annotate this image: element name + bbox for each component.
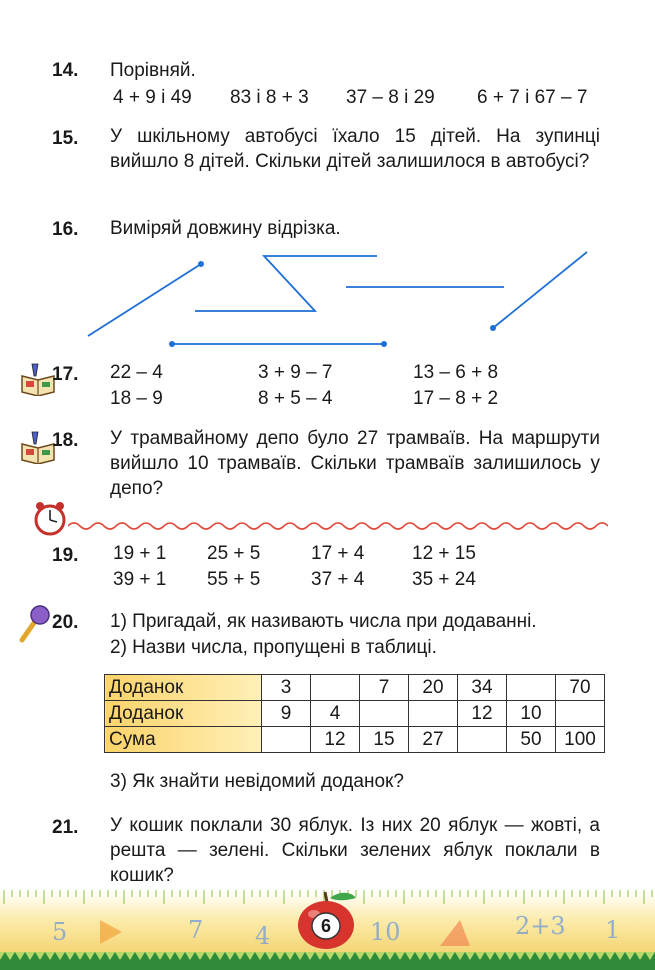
table-cell: 100	[556, 727, 605, 753]
task-19-expr: 17 + 4	[311, 543, 365, 564]
table-cell	[458, 727, 507, 753]
deco-digit: 1	[605, 916, 621, 944]
task-14-item: 83 і 8 + 3	[230, 87, 309, 108]
table-cell: 9	[262, 701, 311, 727]
deco-digit: 2+3	[515, 912, 566, 940]
task-16-number: 16.	[52, 219, 79, 240]
task-15-text: У шкільному автобусі їхало 15 дітей. На зупинці вийшло 8 дітей. Скільки дітей залишилося в автобусі?	[110, 126, 600, 172]
table-cell	[507, 675, 556, 701]
table-cell	[409, 701, 458, 727]
task-18-text: У трамвайному депо було 27 трамваїв. На маршрути вийшло 10 трамваїв. Скільки трамваїв залишилось у депо?	[110, 428, 600, 499]
deco-digit: 10	[370, 918, 401, 946]
task-17-expr: 22 – 4	[110, 362, 163, 383]
task-19-expr: 39 + 1	[113, 569, 167, 590]
deco-digit: 4	[255, 922, 271, 950]
task-14-item: 4 + 9 і 49	[113, 87, 192, 108]
task-17-expr: 8 + 5 – 4	[258, 388, 333, 409]
table-cell	[311, 675, 360, 701]
segment	[493, 252, 587, 328]
table-cell	[556, 701, 605, 727]
task-17-number: 17.	[52, 364, 79, 385]
task-17-expr: 17 – 8 + 2	[413, 388, 499, 409]
table-cell	[262, 727, 311, 753]
table-cell: 70	[556, 675, 605, 701]
task-21-number: 21.	[52, 817, 79, 838]
task-19-expr: 19 + 1	[113, 543, 167, 564]
task-14-item: 37 – 8 і 29	[346, 87, 435, 108]
task-16-text: Виміряй довжину відрізка.	[110, 218, 341, 239]
task-20-line-1: 1) Пригадай, як називають числа при додаванні.	[110, 611, 537, 632]
task-14-item: 6 + 7 і 67 – 7	[477, 87, 588, 108]
microphone-icon	[16, 604, 52, 644]
task-21-text: У кошик поклали 30 яблук. Із них 20 яблук — жовті, а решта — зелені. Скільки зелених яблук поклали в кошик?	[110, 815, 600, 886]
table-cell: 50	[507, 727, 556, 753]
table-cell: 12	[311, 727, 360, 753]
task-20-line-2: 2) Назви числа, пропущені в таблиці.	[110, 637, 437, 658]
wavy-divider	[68, 519, 608, 533]
task-20-number: 20.	[52, 612, 79, 633]
task-19-expr: 12 + 15	[412, 543, 476, 564]
segment	[88, 264, 201, 336]
task-17-expr: 18 – 9	[110, 388, 163, 409]
row-label: Доданок	[105, 701, 262, 727]
task-19-expr: 35 + 24	[412, 569, 476, 590]
table-cell: 4	[311, 701, 360, 727]
table-cell: 15	[360, 727, 409, 753]
table-cell: 10	[507, 701, 556, 727]
broken-line	[195, 256, 377, 311]
table-cell: 27	[409, 727, 458, 753]
task-19-number: 19.	[52, 545, 79, 566]
page-number: 6	[320, 916, 331, 936]
task-20-line-3: 3) Як знайти невідомий доданок?	[110, 771, 404, 792]
task-18-number: 18.	[52, 430, 79, 451]
task-19-expr: 55 + 5	[207, 569, 261, 590]
table-cell: 12	[458, 701, 507, 727]
table-cell: 7	[360, 675, 409, 701]
task-15-number: 15.	[52, 128, 79, 149]
table-row	[105, 701, 605, 727]
deco-digit: 7	[188, 916, 204, 944]
line-segments-figure	[0, 245, 655, 355]
task-19-expr: 37 + 4	[311, 569, 365, 590]
task-19-expr: 25 + 5	[207, 543, 261, 564]
deco-digit: 5	[52, 918, 68, 946]
table-cell: 3	[262, 675, 311, 701]
table-cell	[360, 701, 409, 727]
alarm-clock-icon	[32, 500, 68, 536]
table-cell: 20	[409, 675, 458, 701]
task-17-expr: 13 – 6 + 8	[413, 362, 499, 383]
table-row	[105, 675, 605, 701]
addition-table	[104, 674, 605, 753]
task-14-text: Порівняй.	[110, 60, 196, 81]
row-label: Сума	[105, 727, 262, 753]
table-row	[105, 727, 605, 753]
table-cell: 34	[458, 675, 507, 701]
task-17-expr: 3 + 9 – 7	[258, 362, 333, 383]
task-14-number: 14.	[52, 60, 79, 81]
row-label: Доданок	[105, 675, 262, 701]
